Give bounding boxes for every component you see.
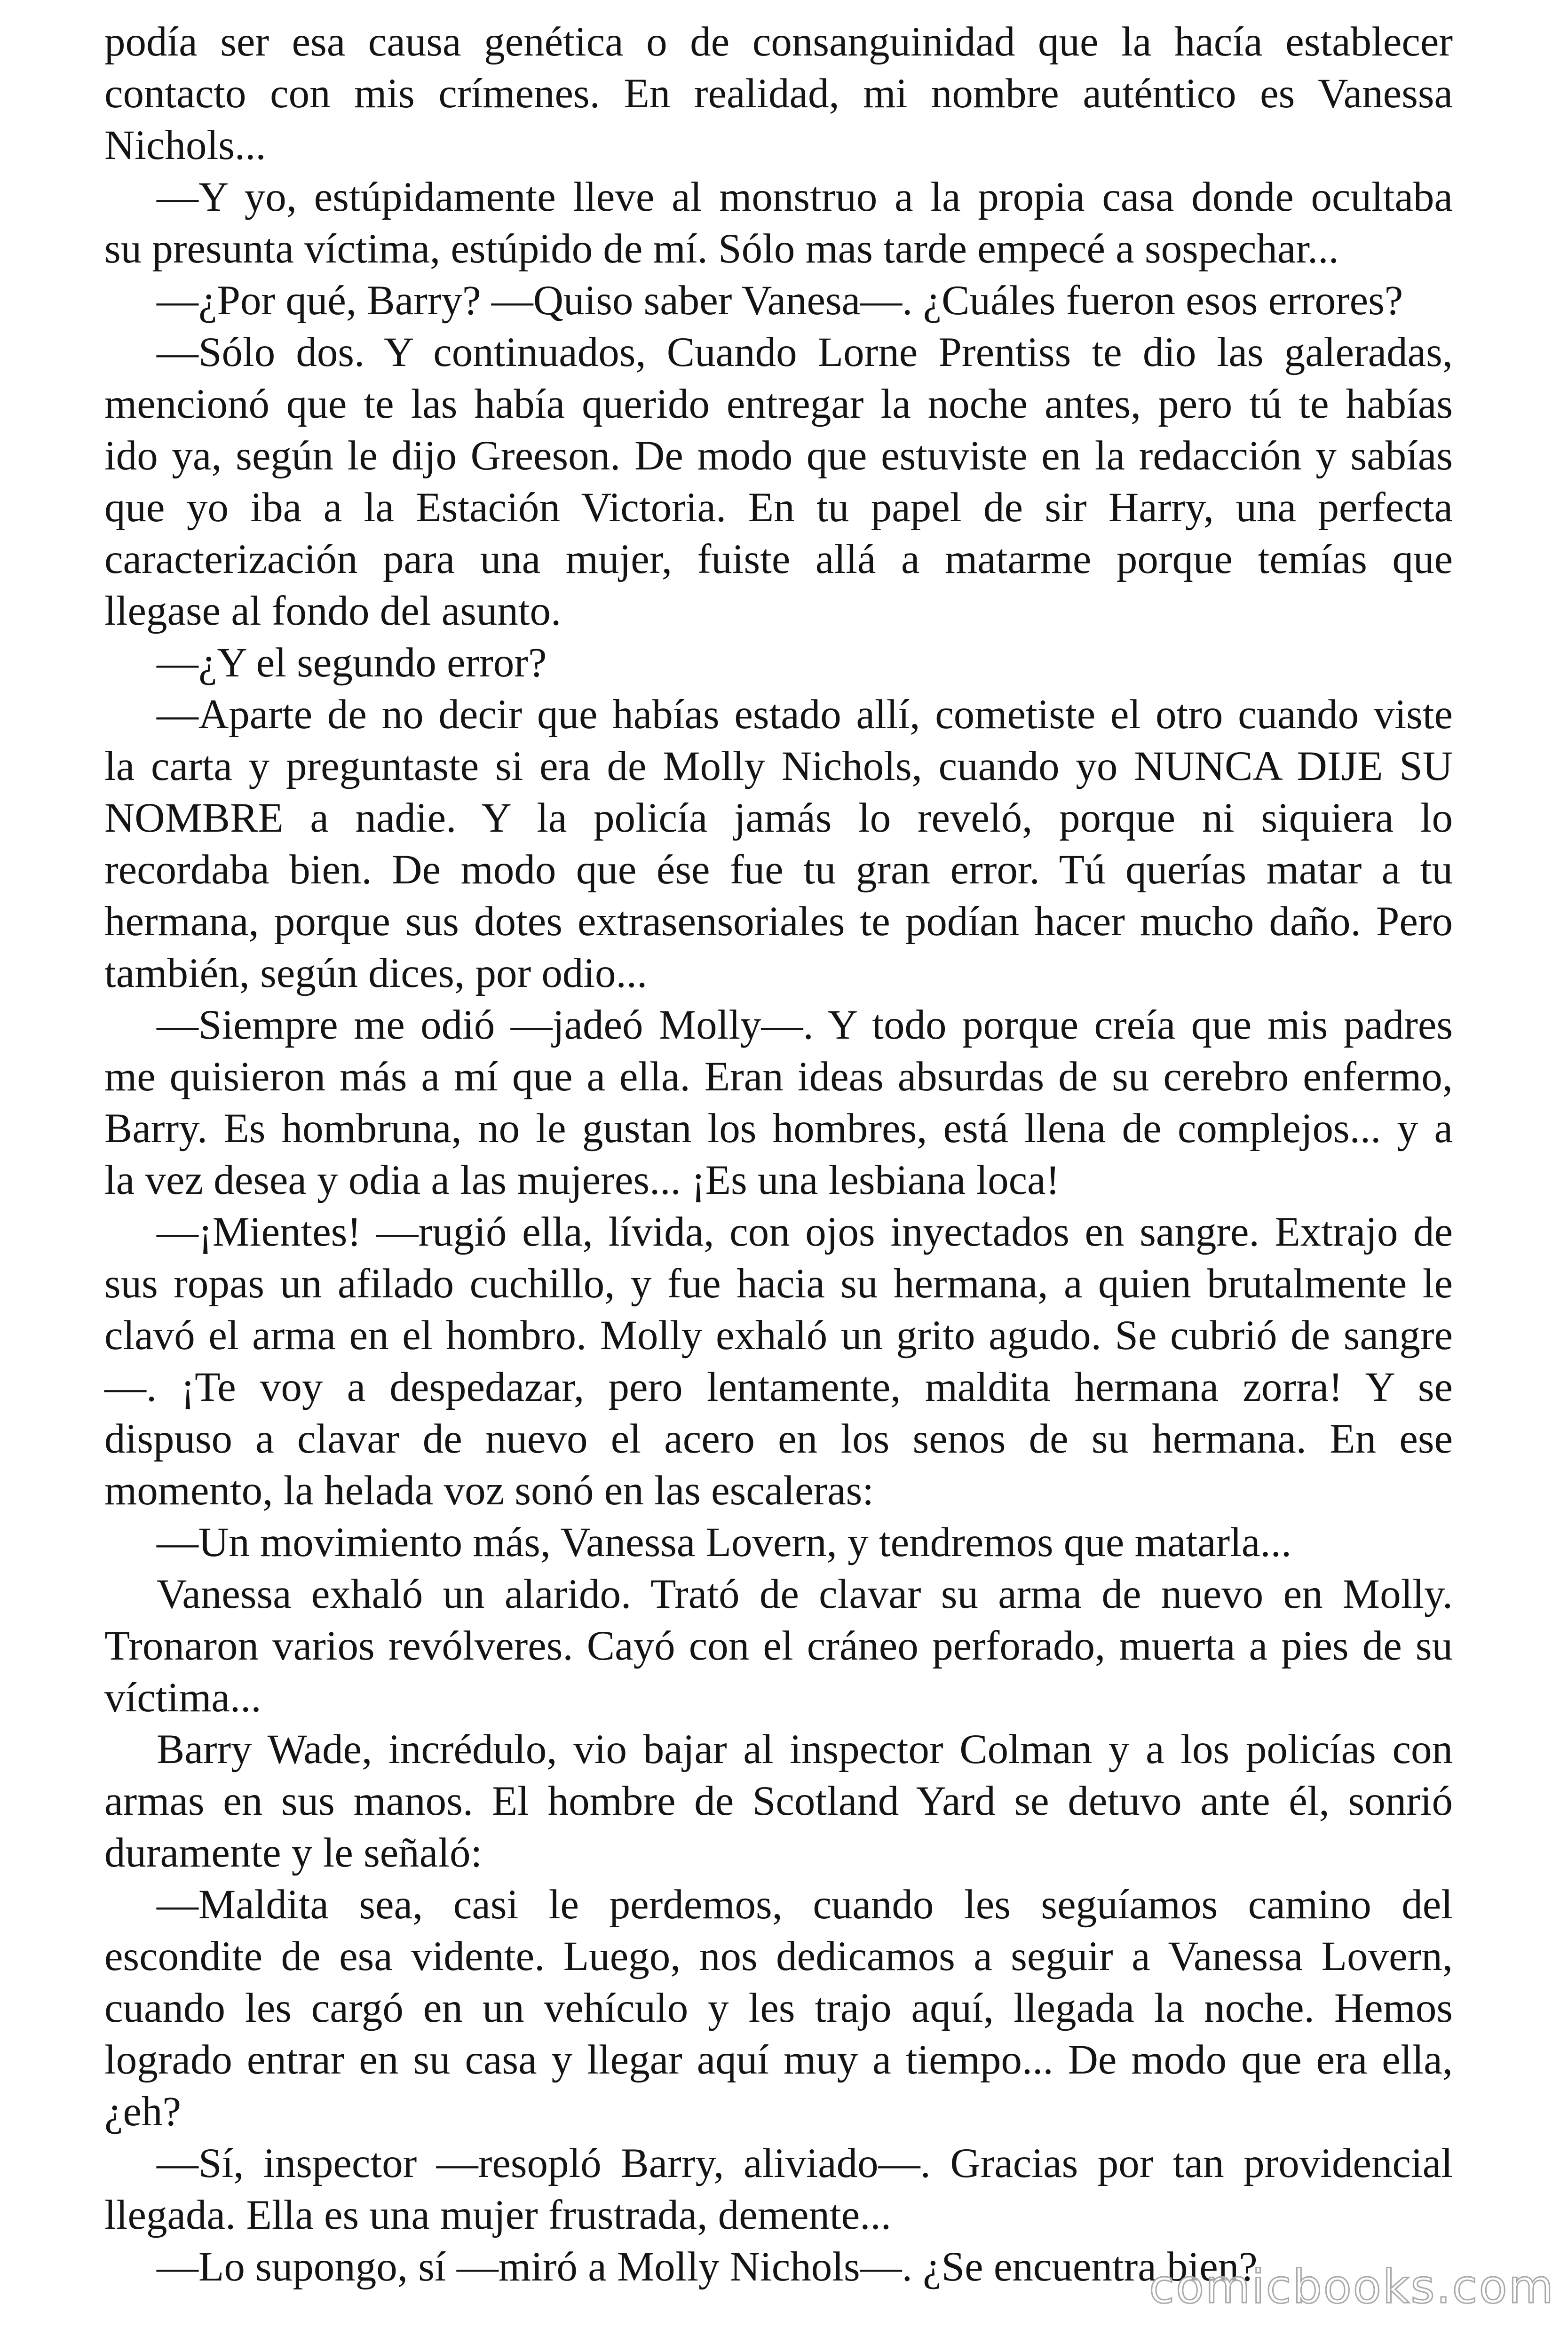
text-line: escondite de esa vidente. Luego, nos dedicamos a seguir a Vanessa Lovern, xyxy=(104,1933,1453,1979)
text-line: duramente y le señaló: xyxy=(104,1830,483,1876)
text-line: logrado entrar en su casa y llegar aquí muy a tiempo... De modo que era ella, xyxy=(104,2037,1453,2083)
text-line: la carta y preguntaste si era de Molly Nichols, cuando yo NUNCA DIJE SU xyxy=(104,743,1453,789)
text-line: Nichols... xyxy=(104,122,266,168)
text-line: clavó el arma en el hombro. Molly exhaló un grito agudo. Se cubrió de sangre xyxy=(104,1312,1453,1359)
paragraph xyxy=(104,326,1453,637)
text-line: que yo iba a la Estación Victoria. En tu papel de sir Harry, una perfecta xyxy=(104,485,1453,531)
text-line: Barry. Es hombruna, no le gustan los hombres, está llena de complejos... y a xyxy=(104,1105,1453,1152)
paragraph xyxy=(104,1724,1453,1879)
text-line: su presunta víctima, estúpido de mí. Sólo mas tarde empecé a sospechar... xyxy=(104,226,1339,272)
text-line: —Lo supongo, sí —miró a Molly Nichols—. ¿Se encuentra bien? xyxy=(157,2244,1258,2290)
text-line: —Siempre me odió —jadeó Molly—. Y todo porque creía que mis padres xyxy=(157,1002,1453,1048)
text-line: también, según dices, por odio... xyxy=(104,950,648,996)
text-line: mencionó que te las había querido entregar la noche antes, pero tú te habías xyxy=(104,381,1453,427)
text-line: Vanessa exhaló un alarido. Trató de clavar su arma de nuevo en Molly. xyxy=(157,1571,1453,1617)
paragraph xyxy=(104,16,1453,171)
text-line: podía ser esa causa genética o de consanguinidad que la hacía establecer xyxy=(104,19,1453,65)
paragraph xyxy=(104,275,1453,326)
paragraph xyxy=(104,1206,1453,1517)
paragraph xyxy=(104,1517,1453,1568)
text-line: —¡Mientes! —rugió ella, lívida, con ojos inyectados en sangre. Extrajo de xyxy=(157,1209,1453,1255)
text-line: recordaba bien. De modo que ése fue tu gran error. Tú querías matar a tu xyxy=(104,847,1453,893)
text-line: llegase al fondo del asunto. xyxy=(104,588,562,634)
text-line: caracterización para una mujer, fuiste allá a matarme porque temías que xyxy=(104,536,1453,582)
watermark: comicbooks.com xyxy=(1149,2260,1555,2314)
text-line: —Sólo dos. Y continuados, Cuando Lorne Prentiss te dio las galeradas, xyxy=(157,329,1453,375)
text-line: sus ropas un afilado cuchillo, y fue hacia su hermana, a quien brutalmente le xyxy=(104,1261,1453,1307)
text-line: —Aparte de no decir que habías estado allí, cometiste el otro cuando viste xyxy=(157,691,1453,738)
text-line: hermana, porque sus dotes extrasensoriales te podían hacer mucho daño. Pero xyxy=(104,898,1453,945)
text-column xyxy=(104,16,1453,2293)
text-line: —Sí, inspector —resopló Barry, aliviado—. Gracias por tan providencial xyxy=(157,2140,1453,2186)
paragraph xyxy=(104,637,1453,689)
text-line: llegada. Ella es una mujer frustrada, demente... xyxy=(104,2192,892,2238)
text-line: —¿Por qué, Barry? —Quiso saber Vanesa—. ¿Cuáles fueron esos errores? xyxy=(157,278,1403,324)
text-line: víctima... xyxy=(104,1675,261,1721)
paragraph xyxy=(104,171,1453,275)
paragraph xyxy=(104,1879,1453,2137)
text-line: la vez desea y odia a las mujeres... ¡Es una lesbiana loca! xyxy=(104,1157,1060,1203)
text-line: —Un movimiento más, Vanessa Lovern, y tendremos que matarla... xyxy=(157,1519,1292,1565)
text-line: NOMBRE a nadie. Y la policía jamás lo reveló, porque ni siquiera lo xyxy=(104,795,1453,841)
text-line: dispuso a clavar de nuevo el acero en los senos de su hermana. En ese xyxy=(104,1416,1453,1462)
text-line: —Y yo, estúpidamente lleve al monstruo a la propia casa donde ocultaba xyxy=(157,174,1453,220)
text-line: me quisieron más a mí que a ella. Eran ideas absurdas de su cerebro enfermo, xyxy=(104,1054,1453,1100)
text-line: —. ¡Te voy a despedazar, pero lentamente, maldita hermana zorra! Y se xyxy=(104,1364,1453,1410)
paragraph xyxy=(104,1568,1453,1724)
text-line: ¿eh? xyxy=(104,2089,182,2135)
text-line: momento, la helada voz sonó en las escaleras: xyxy=(104,1468,874,1514)
text-line: —¿Y el segundo error? xyxy=(157,640,547,686)
text-line: —Maldita sea, casi le perdemos, cuando les seguíamos camino del xyxy=(157,1882,1453,1928)
text-line: ido ya, según le dijo Greeson. De modo que estuviste en la redacción y sabías xyxy=(104,433,1453,479)
text-line: contacto con mis crímenes. En realidad, mi nombre auténtico es Vanessa xyxy=(104,71,1453,117)
paragraph xyxy=(104,689,1453,999)
text-line: cuando les cargó en un vehículo y les trajo aquí, llegada la noche. Hemos xyxy=(104,1985,1453,2031)
paragraph xyxy=(104,999,1453,1206)
text-line: Tronaron varios revólveres. Cayó con el cráneo perforado, muerta a pies de su xyxy=(104,1623,1453,1669)
paragraph xyxy=(104,2137,1453,2241)
text-line: Barry Wade, incrédulo, vio bajar al inspector Colman y a los policías con xyxy=(157,1726,1453,1772)
text-line: armas en sus manos. El hombre de Scotland Yard se detuvo ante él, sonrió xyxy=(104,1778,1453,1824)
